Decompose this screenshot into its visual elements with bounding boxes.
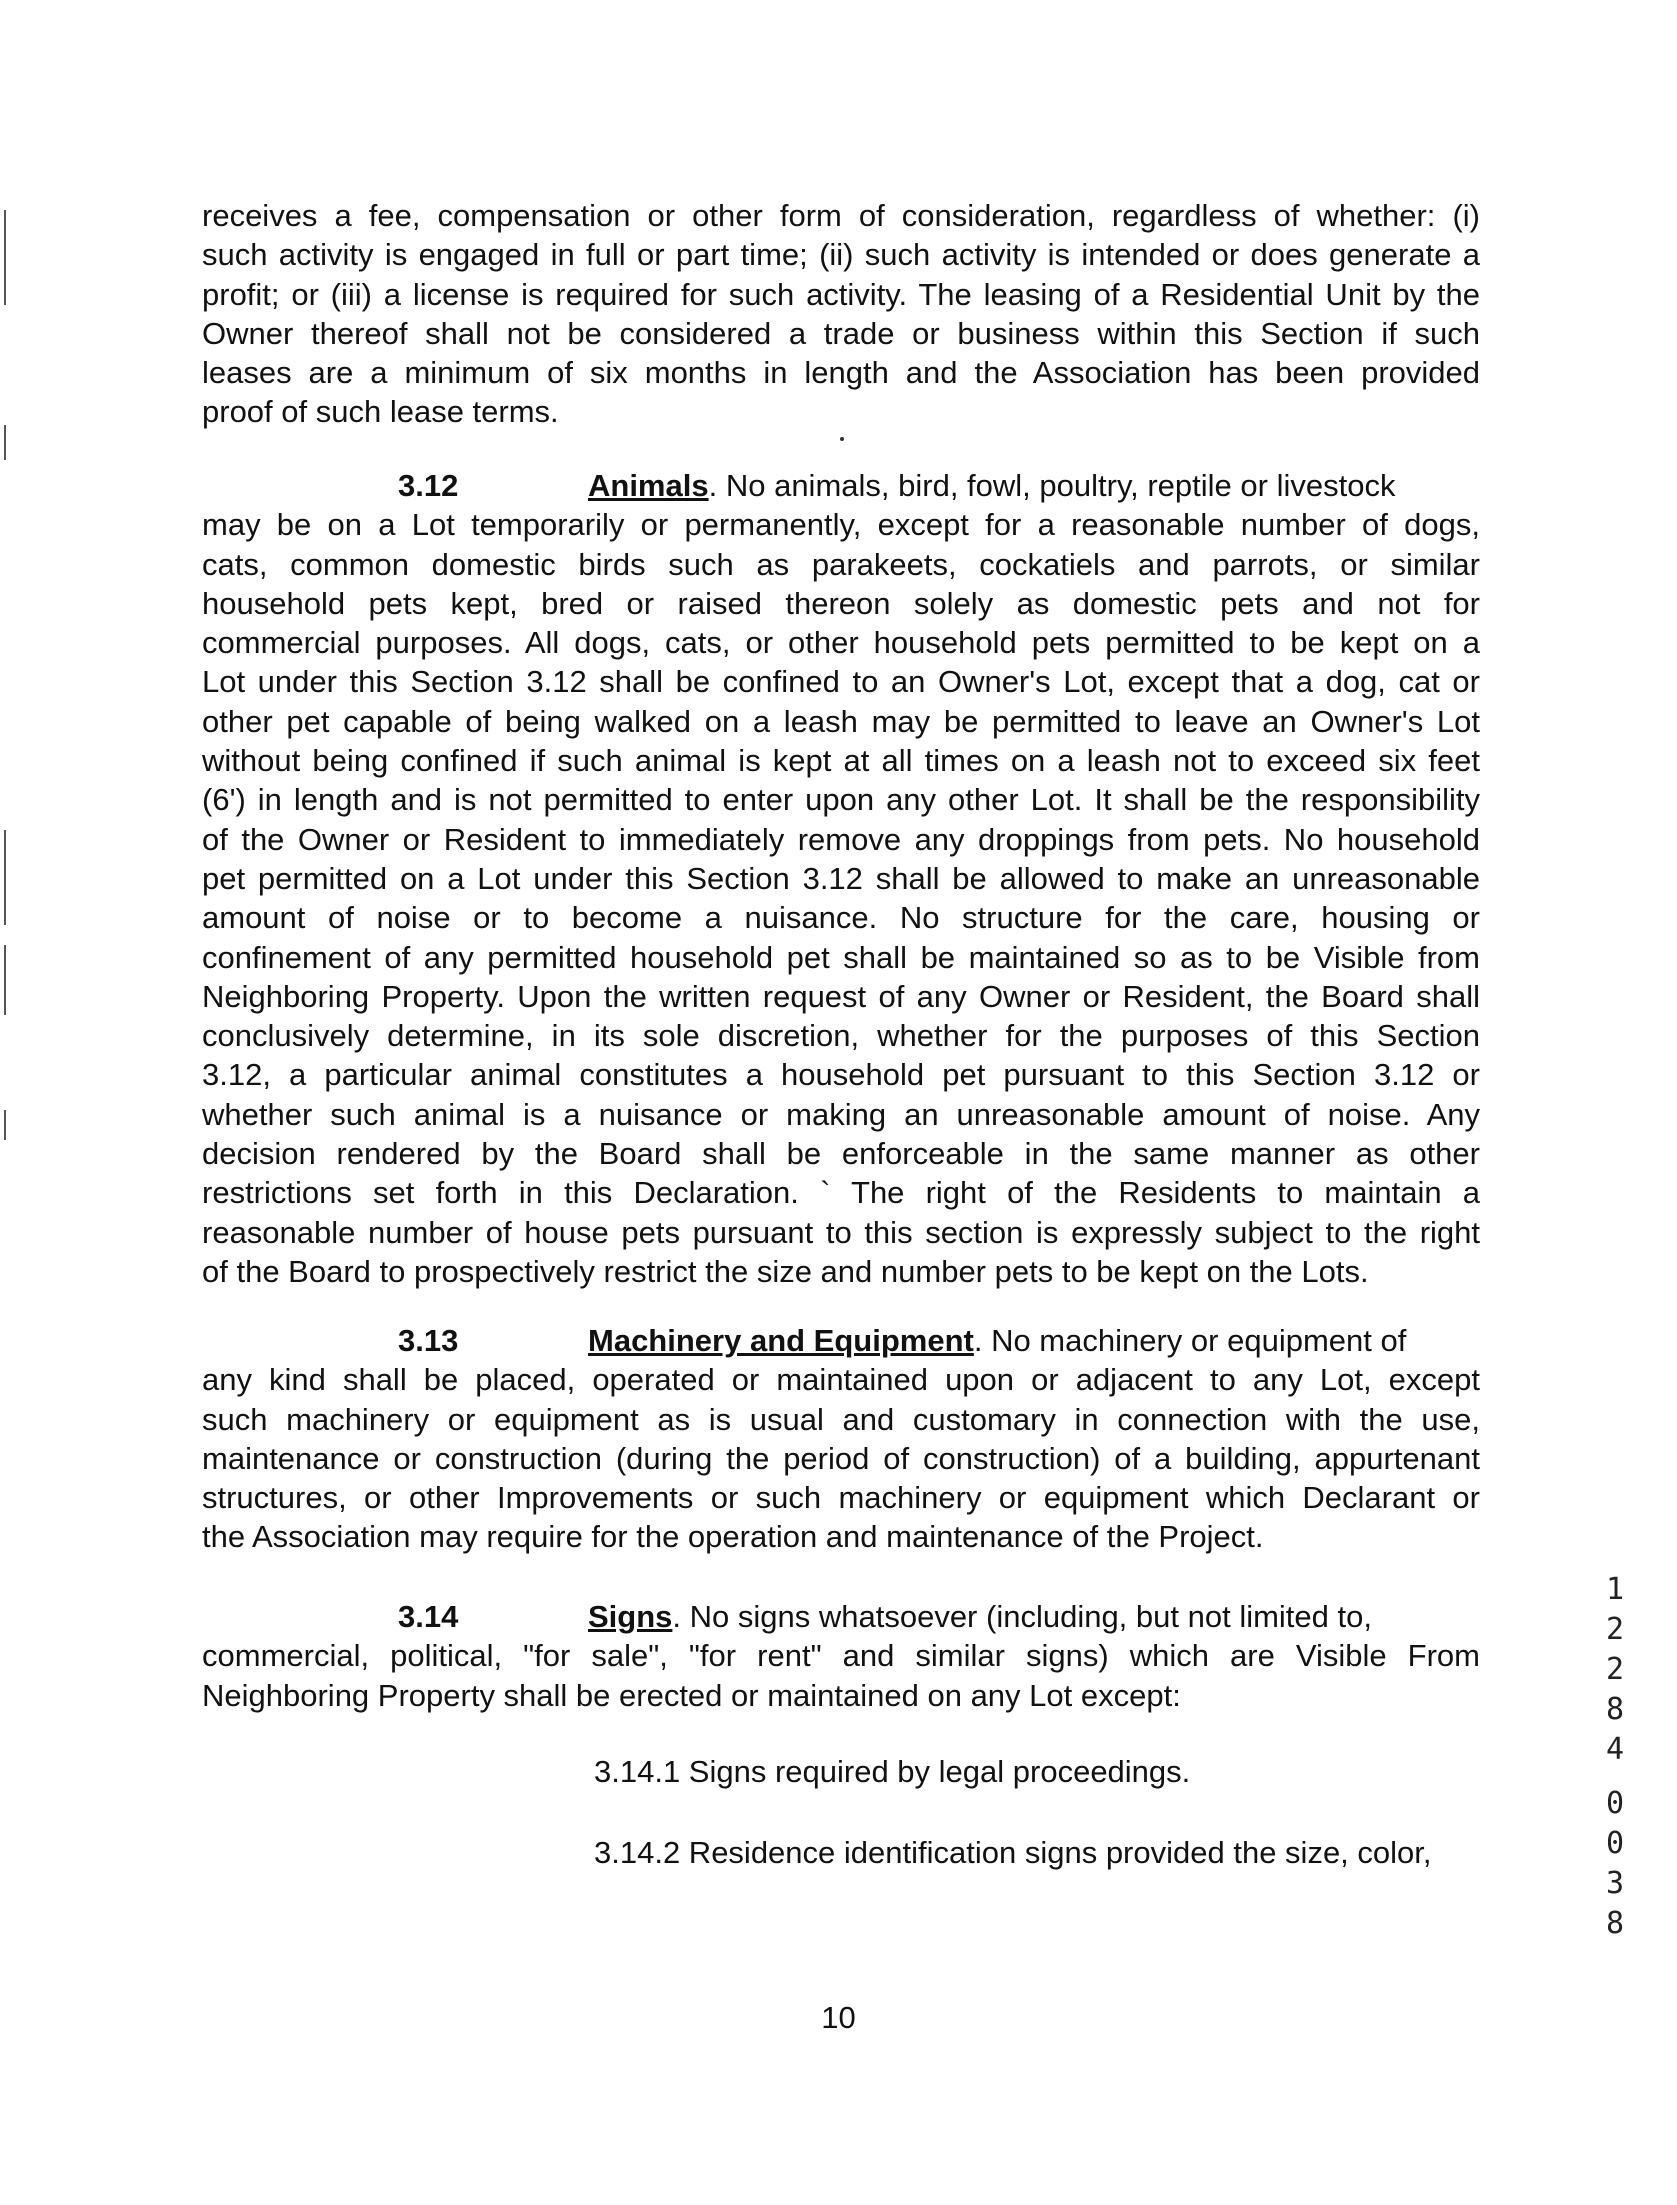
section-first-line-text: . No signs whatsoever (including, but not limited to, bbox=[672, 1599, 1372, 1634]
section-heading: Animals bbox=[588, 468, 709, 503]
text-line: leases are a minimum of six months in length and the Association has been provided bbox=[202, 355, 1480, 391]
text-line: decision rendered by the Board shall be enforceable in the same manner as other bbox=[202, 1136, 1480, 1172]
text-line: such machinery or equipment as is usual and customary in connection with the use, bbox=[202, 1401, 1480, 1437]
stamp-digit: 0 bbox=[1605, 1826, 1625, 1861]
scan-margin-mark bbox=[4, 210, 6, 305]
section-3-14 bbox=[202, 1597, 1480, 1715]
text-line: cats, common domestic birds such as parakeets, cockatiels and parrots, or similar bbox=[202, 546, 1480, 582]
text-line: reasonable number of house pets pursuant to this section is expressly subject to the right bbox=[202, 1214, 1480, 1250]
text-line: Neighboring Property. Upon the written request of any Owner or Resident, the Board shall bbox=[202, 978, 1480, 1014]
text-line: may be on a Lot temporarily or permanently, except for a reasonable number of dogs, bbox=[202, 507, 1480, 543]
section-number: 3.13 bbox=[398, 1323, 459, 1358]
text-line: of the Owner or Resident to immediately remove any droppings from pets. No household bbox=[202, 821, 1480, 857]
stamp-digit: 1 bbox=[1605, 1572, 1625, 1607]
text-line: pet permitted on a Lot under this Section 3.12 shall be allowed to make an unreasonable bbox=[202, 860, 1480, 896]
text-line: amount of noise or to become a nuisance. No structure for the care, housing or bbox=[202, 900, 1480, 936]
text-line: maintenance or construction (during the period of construction) of a building, appurtenant bbox=[202, 1440, 1480, 1476]
section-first-line bbox=[202, 1321, 1480, 1360]
text-line: proof of such lease terms. bbox=[202, 394, 559, 430]
section-number: 3.12 bbox=[398, 468, 459, 503]
text-line: other pet capable of being walked on a leash may be permitted to leave an Owner's Lot bbox=[202, 703, 1480, 739]
stamp-digit: 2 bbox=[1605, 1612, 1625, 1647]
section-first-line-text: . No machinery or equipment of bbox=[973, 1323, 1407, 1358]
section-first-line-text: . No animals, bird, fowl, poultry, reptile or livestock bbox=[708, 468, 1396, 503]
section-number: 3.14 bbox=[398, 1599, 459, 1634]
text-line: of the Board to prospectively restrict the size and number pets to be kept on the Lots. bbox=[202, 1253, 1369, 1289]
text-line: profit; or (iii) a license is required for such activity. The leasing of a Residential Unit by the bbox=[202, 276, 1480, 312]
section-heading: Signs bbox=[588, 1599, 673, 1634]
text-line: whether such animal is a nuisance or making an unreasonable amount of noise. Any bbox=[202, 1096, 1480, 1132]
text-line: Lot under this Section 3.12 shall be confined to an Owner's Lot, except that a dog, cat or bbox=[202, 664, 1480, 700]
section-3-12 bbox=[202, 466, 1480, 1291]
section-first-line bbox=[202, 1597, 1480, 1636]
text-line: household pets kept, bred or raised thereon solely as domestic pets and not for bbox=[202, 585, 1480, 621]
text-line: any kind shall be placed, operated or maintained upon or adjacent to any Lot, except bbox=[202, 1362, 1480, 1398]
text-line: 3.12, a particular animal constitutes a household pet pursuant to this Section 3.12 or bbox=[202, 1057, 1480, 1093]
stamp-digit: 4 bbox=[1605, 1732, 1625, 1767]
scan-speck bbox=[840, 437, 844, 441]
stamp-digit: 3 bbox=[1605, 1866, 1625, 1901]
text-line: without being confined if such animal is kept at all times on a leash not to exceed six feet bbox=[202, 743, 1480, 779]
subsection-3-14-1: 3.14.1 Signs required by legal proceedings. bbox=[594, 1754, 1191, 1789]
scan-margin-mark bbox=[4, 1110, 6, 1140]
stamp-digit: 8 bbox=[1605, 1906, 1625, 1941]
intro-paragraph bbox=[202, 196, 1480, 432]
text-line: conclusively determine, in its sole discretion, whether for the purposes of this Section bbox=[202, 1018, 1480, 1054]
text-line: structures, or other Improvements or such machinery or equipment which Declarant or bbox=[202, 1480, 1480, 1516]
subsection-3-14-2: 3.14.2 Residence identification signs provided the size, color, bbox=[594, 1835, 1432, 1870]
text-line: receives a fee, compensation or other form of consideration, regardless of whether: (i) bbox=[202, 198, 1480, 233]
stamp-gap bbox=[1598, 1770, 1632, 1784]
text-line: commercial purposes. All dogs, cats, or other household pets permitted to be kept on a bbox=[202, 625, 1480, 661]
text-line: confinement of any permitted household pet shall be maintained so as to be Visible from bbox=[202, 939, 1480, 975]
stamp-digit: 0 bbox=[1605, 1786, 1625, 1821]
recording-stamp bbox=[1598, 1570, 1632, 1944]
section-heading: Machinery and Equipment bbox=[588, 1323, 974, 1358]
text-line: such activity is engaged in full or part time; (ii) such activity is intended or does generate a bbox=[202, 237, 1480, 273]
text-line: Neighboring Property shall be erected or maintained on any Lot except: bbox=[202, 1677, 1181, 1713]
section-3-13 bbox=[202, 1321, 1480, 1557]
text-line: commercial, political, "for sale", "for rent" and similar signs) which are Visible From bbox=[202, 1638, 1480, 1674]
section-first-line bbox=[202, 466, 1480, 505]
scan-margin-mark bbox=[4, 425, 6, 460]
stamp-digit: 8 bbox=[1605, 1692, 1625, 1727]
scan-margin-mark bbox=[4, 945, 6, 1015]
text-line: (6') in length and is not permitted to enter upon any other Lot. It shall be the responsibility bbox=[202, 782, 1480, 818]
page-number: 10 bbox=[821, 2000, 856, 2035]
stamp-digit: 2 bbox=[1605, 1652, 1625, 1687]
scan-margin-mark bbox=[4, 830, 6, 925]
text-line: the Association may require for the operation and maintenance of the Project. bbox=[202, 1519, 1264, 1555]
text-line: restrictions set forth in this Declaration. ` The right of the Residents to maintain a bbox=[202, 1175, 1480, 1211]
text-line: Owner thereof shall not be considered a trade or business within this Section if such bbox=[202, 315, 1480, 351]
